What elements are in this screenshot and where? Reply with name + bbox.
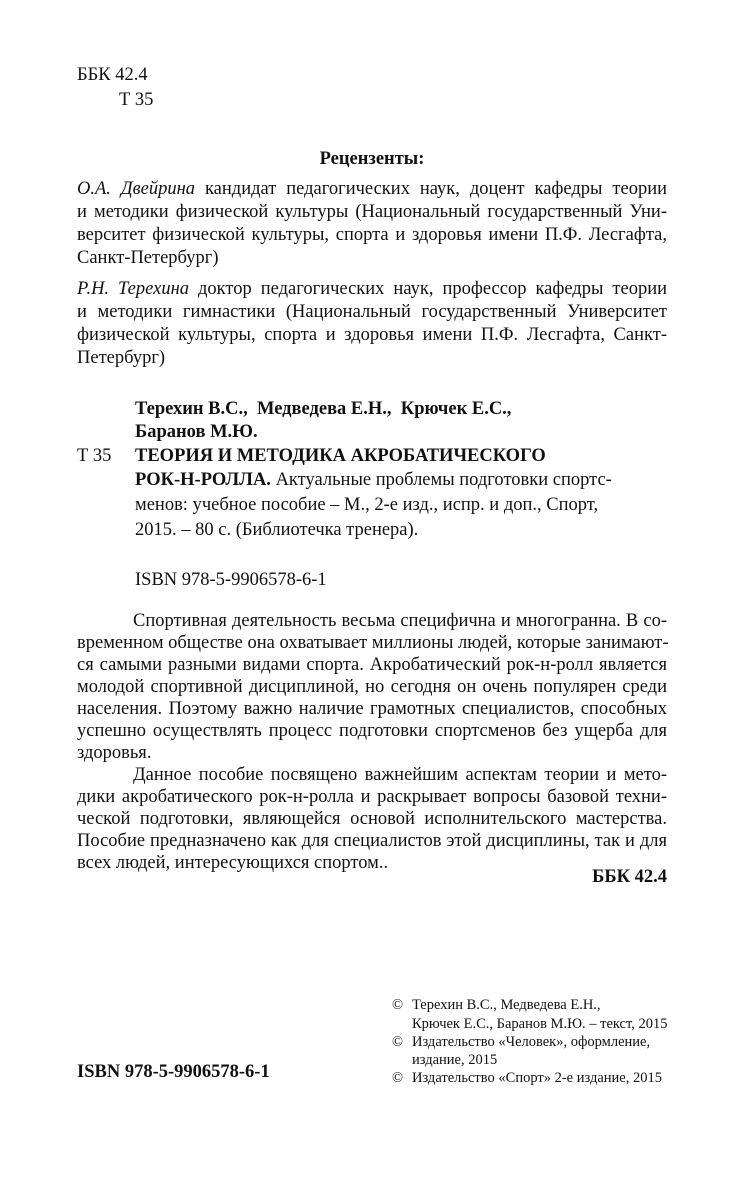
reviewer-1-line-1: [77, 180, 667, 199]
abstract-p2-line-1-text: Данное пособие посвящено важнейшим аспектам теории и мето-: [133, 765, 667, 785]
reviewer-1-text: кандидат педагогических наук, доцент кафедры теории: [204, 179, 668, 199]
catalog-line-3: менов: учебное пособие – М., 2-е изд., испр. и доп., Спорт,: [135, 495, 599, 515]
abstract-bbk: ББК 42.4: [592, 867, 667, 887]
copyright-2-line-1: Издательство «Человек», оформление,: [412, 1034, 651, 1050]
abstract-p2-line-4: Пособие предназначено как для специалистов этой дисциплины, так и для: [77, 831, 667, 851]
abstract-p2-line-3: ческой подготовки, являющейся основой исполнительского мастерства.: [77, 809, 667, 829]
catalog-author-mark: Т 35: [77, 446, 112, 466]
abstract-p1-line-7: здоровья.: [77, 743, 152, 763]
reviewer-2-line-3: физической культуры, спорта и здоровья имени П.Ф. Лесгафта, Санкт-: [77, 325, 667, 345]
author-mark: Т 35: [119, 90, 154, 110]
catalog-authors-line-1: Терехин В.С., Медведева Е.Н., Крючек Е.С.,: [135, 399, 512, 419]
abstract-p1-line-5: населения. Поэтому важно наличие грамотных специалистов, способных: [77, 699, 667, 719]
abstract-p1-line-6: успешно осуществлять процесс подготовки спортсменов без ущерба для: [77, 721, 667, 741]
catalog-isbn: ISBN 978-5-9906578-6-1: [135, 570, 327, 590]
abstract-p1-line-3: ся самыми разными видами спорта. Акробатический рок-н-ролл является: [77, 655, 667, 675]
copyright-2-symbol: ©: [392, 1034, 404, 1050]
abstract-p1-line-1-text: Спортивная деятельность весьма специфична и многогранна. В со-: [133, 611, 667, 631]
reviewer-2-line-2: и методики гимнастики (Национальный государственный Университет: [77, 302, 667, 322]
abstract-p2-line-1: [77, 766, 667, 785]
catalog-title-rest: Актуальные проблемы подготовки спортс-: [270, 470, 612, 490]
abstract-p1-line-2: временном обществе она охватывает миллионы людей, которые занимают-: [77, 633, 669, 653]
catalog-authors-line-2: Баранов М.Ю.: [135, 422, 258, 442]
copyright-1-line-2: Крючек Е.С., Баранов М.Ю. – текст, 2015: [412, 1016, 668, 1032]
copyright-1-line-1: Терехин В.С., Медведева Е.Н.,: [412, 997, 601, 1013]
reviewer-1-name: О.А. Двейрина: [77, 179, 196, 199]
footer-isbn: ISBN 978-5-9906578-6-1: [77, 1062, 270, 1082]
reviewer-2-line-1: [77, 280, 667, 299]
reviewer-1-line-3: верситет физической культуры, спорта и здоровья имени П.Ф. Лесгафта,: [77, 225, 667, 245]
copyright-3-symbol: ©: [392, 1070, 404, 1086]
abstract-p2-line-2: дики акробатического рок-н-ролла и раскрывает вопросы базовой техни-: [77, 787, 667, 807]
reviewer-2-name: Р.Н. Терехина: [77, 279, 189, 299]
reviewer-1-line-4: Санкт-Петербург): [77, 248, 219, 268]
abstract-p2-line-5: всех людей, интересующихся спортом..: [77, 853, 389, 873]
reviewer-2-line-4: Петербург): [77, 348, 166, 368]
copyright-2-line-2: издание, 2015: [412, 1052, 498, 1068]
reviewer-1-line-2: и методики физической культуры (Национальный государственный Уни-: [77, 202, 667, 222]
copyright-3-line-1: Издательство «Спорт» 2-е издание, 2015: [412, 1070, 662, 1086]
catalog-title-line-1: ТЕОРИЯ И МЕТОДИКА АКРОБАТИЧЕСКОГО: [135, 446, 546, 466]
catalog-title-bold: РОК-Н-РОЛЛА.: [135, 470, 271, 490]
abstract-p1-line-1: [77, 612, 667, 631]
reviewer-2-text: доктор педагогических наук, профессор кафедры теории: [198, 279, 667, 299]
copyright-1-symbol: ©: [392, 997, 404, 1013]
reviewers-heading: Рецензенты:: [319, 149, 425, 169]
catalog-line-4: 2015. – 80 с. (Библиотечка тренера).: [135, 520, 419, 540]
catalog-title-line-2: [135, 471, 635, 490]
abstract-p1-line-4: молодой спортивной дисциплиной, но сегодня он очень популярен среди: [77, 677, 667, 697]
bbk-index: ББК 42.4: [77, 65, 148, 85]
